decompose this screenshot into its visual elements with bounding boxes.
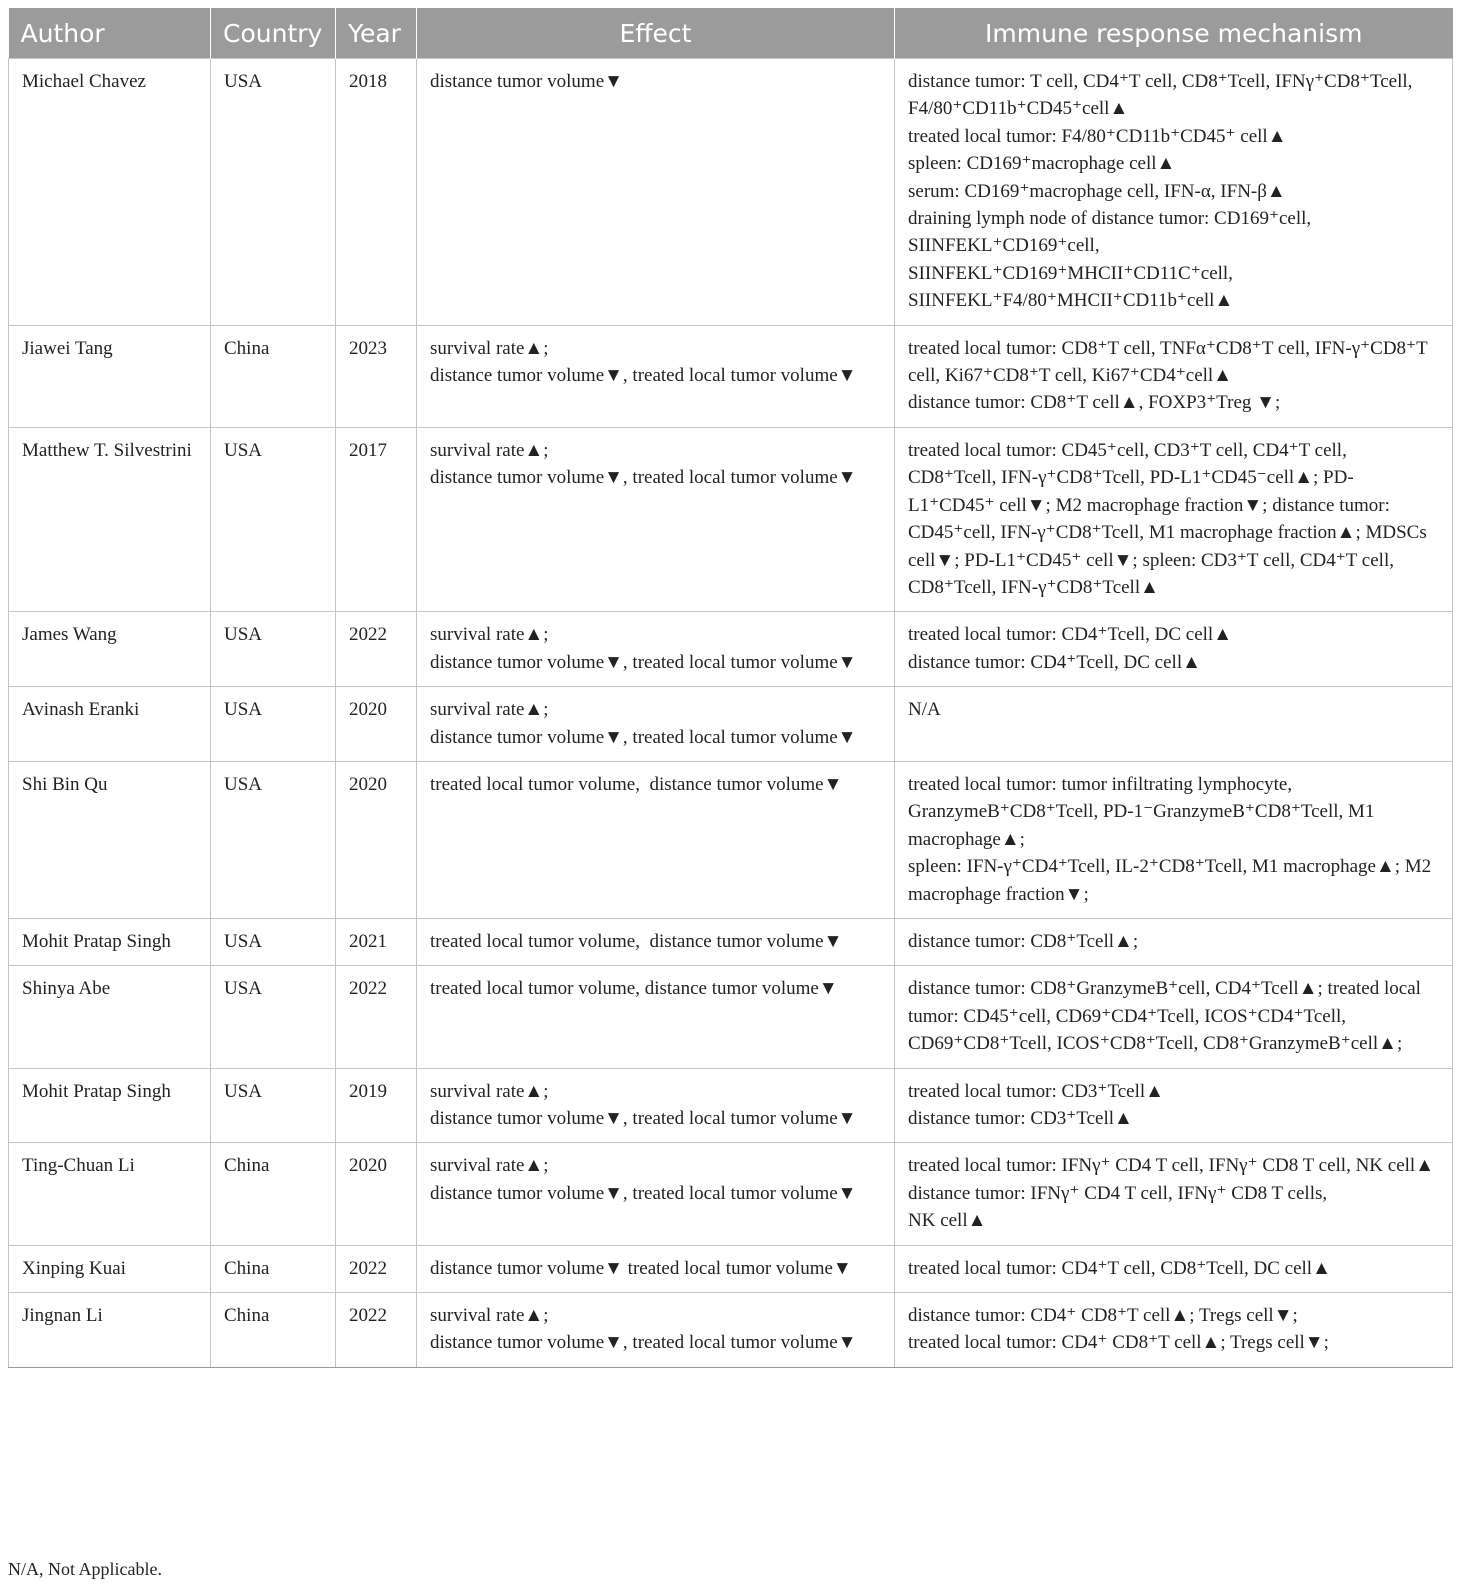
country-cell: China [211, 1293, 336, 1368]
table-row [9, 918, 1453, 965]
table-body [9, 59, 1453, 1368]
year-cell: 2020 [336, 761, 417, 918]
country-cell: USA [211, 59, 336, 326]
table-header [9, 8, 1453, 59]
mechanism-cell: distance tumor: CD8⁺Tcell▲; [895, 918, 1453, 965]
year-cell: 2020 [336, 687, 417, 762]
table-row [9, 1143, 1453, 1245]
mechanism-cell: treated local tumor: CD4⁺T cell, CD8⁺Tcell, DC cell▲ [895, 1245, 1453, 1292]
country-cell: USA [211, 427, 336, 611]
author-cell: Jiawei Tang [9, 325, 211, 427]
country-cell: USA [211, 1068, 336, 1143]
effect-cell: survival rate▲; distance tumor volume▼, treated local tumor volume▼ [417, 325, 895, 427]
header-author: Author [9, 8, 211, 59]
author-cell: Avinash Eranki [9, 687, 211, 762]
year-cell: 2021 [336, 918, 417, 965]
table-row [9, 687, 1453, 762]
year-cell: 2022 [336, 1293, 417, 1368]
effect-cell: treated local tumor volume, distance tumor volume▼ [417, 918, 895, 965]
mechanism-cell: N/A [895, 687, 1453, 762]
year-cell: 2022 [336, 966, 417, 1068]
country-cell: USA [211, 966, 336, 1068]
mechanism-cell: distance tumor: T cell, CD4⁺T cell, CD8⁺Tcell, IFNγ⁺CD8⁺Tcell, F4/80⁺CD11b⁺CD45⁺cell▲ treated local tumor: F4/80⁺CD11b⁺CD45⁺ cell▲ spleen: CD169⁺macrophage cell▲ serum: CD169⁺macrophage cell, IFN-α, IFN-β▲ draining lymph node of distance tumor: CD169⁺cell, SIINFEKL⁺CD169⁺cell, SIINFEKL⁺CD169⁺MHCII⁺CD11C⁺cell, SIINFEKL⁺F4/80⁺MHCII⁺CD11b⁺cell▲ [895, 59, 1453, 326]
author-cell: Michael Chavez [9, 59, 211, 326]
effect-cell: survival rate▲; distance tumor volume▼, treated local tumor volume▼ [417, 427, 895, 611]
header-row [9, 8, 1453, 59]
country-cell: USA [211, 687, 336, 762]
country-cell: USA [211, 761, 336, 918]
header-effect: Effect [417, 8, 895, 59]
table-row [9, 966, 1453, 1068]
effect-cell: distance tumor volume▼ [417, 59, 895, 326]
mechanism-cell: distance tumor: CD8⁺GranzymeB⁺cell, CD4⁺Tcell▲; treated local tumor: CD45⁺cell, CD69⁺CD4⁺Tcell, ICOS⁺CD4⁺Tcell, CD69⁺CD8⁺Tcell, ICOS⁺CD8⁺Tcell, CD8⁺GranzymeB⁺cell▲; [895, 966, 1453, 1068]
year-cell: 2017 [336, 427, 417, 611]
effect-cell: survival rate▲; distance tumor volume▼, treated local tumor volume▼ [417, 1068, 895, 1143]
country-cell: China [211, 1143, 336, 1245]
author-cell: Matthew T. Silvestrini [9, 427, 211, 611]
author-cell: Jingnan Li [9, 1293, 211, 1368]
author-cell: Ting-Chuan Li [9, 1143, 211, 1245]
header-year: Year [336, 8, 417, 59]
author-cell: Mohit Pratap Singh [9, 918, 211, 965]
table-row [9, 1245, 1453, 1292]
table-row [9, 1293, 1453, 1368]
mechanism-cell: treated local tumor: CD3⁺Tcell▲ distance tumor: CD3⁺Tcell▲ [895, 1068, 1453, 1143]
year-cell: 2022 [336, 612, 417, 687]
year-cell: 2018 [336, 59, 417, 326]
author-cell: James Wang [9, 612, 211, 687]
country-cell: China [211, 1245, 336, 1292]
country-cell: USA [211, 612, 336, 687]
author-cell: Xinping Kuai [9, 1245, 211, 1292]
effect-cell: treated local tumor volume, distance tumor volume▼ [417, 966, 895, 1068]
country-cell: USA [211, 918, 336, 965]
year-cell: 2020 [336, 1143, 417, 1245]
table-row [9, 761, 1453, 918]
mechanism-cell: treated local tumor: CD45⁺cell, CD3⁺T cell, CD4⁺T cell, CD8⁺Tcell, IFN-γ⁺CD8⁺Tcell, PD-L1⁺CD45⁻cell▲; PD-L1⁺CD45⁺ cell▼; M2 macrophage fraction▼; distance tumor: CD45⁺cell, IFN-γ⁺CD8⁺Tcell, M1 macrophage fraction▲; MDSCs cell▼; PD-L1⁺CD45⁺ cell▼; spleen: CD3⁺T cell, CD4⁺T cell, CD8⁺Tcell, IFN-γ⁺CD8⁺Tcell▲ [895, 427, 1453, 611]
mechanism-cell: treated local tumor: IFNγ⁺ CD4 T cell, IFNγ⁺ CD8 T cell, NK cell▲ distance tumor: IFNγ⁺ CD4 T cell, IFNγ⁺ CD8 T cells, NK cell▲ [895, 1143, 1453, 1245]
country-cell: China [211, 325, 336, 427]
table-row [9, 612, 1453, 687]
year-cell: 2023 [336, 325, 417, 427]
table-row [9, 325, 1453, 427]
effect-cell: treated local tumor volume, distance tumor volume▼ [417, 761, 895, 918]
author-cell: Shinya Abe [9, 966, 211, 1068]
table-footnote: N/A, Not Applicable. [8, 1559, 162, 1579]
year-cell: 2019 [336, 1068, 417, 1143]
effect-cell: distance tumor volume▼ treated local tumor volume▼ [417, 1245, 895, 1292]
year-cell: 2022 [336, 1245, 417, 1292]
author-cell: Mohit Pratap Singh [9, 1068, 211, 1143]
table-row [9, 1068, 1453, 1143]
effect-cell: survival rate▲; distance tumor volume▼, treated local tumor volume▼ [417, 612, 895, 687]
effect-cell: survival rate▲; distance tumor volume▼, treated local tumor volume▼ [417, 1143, 895, 1245]
mechanism-cell: treated local tumor: CD4⁺Tcell, DC cell▲ distance tumor: CD4⁺Tcell, DC cell▲ [895, 612, 1453, 687]
header-mechanism: Immune response mechanism [895, 8, 1453, 59]
mechanism-cell: treated local tumor: tumor infiltrating lymphocyte, GranzymeB⁺CD8⁺Tcell, PD-1⁻GranzymeB⁺CD8⁺Tcell, M1 macrophage▲; spleen: IFN-γ⁺CD4⁺Tcell, IL-2⁺CD8⁺Tcell, M1 macrophage▲; M2 macrophage fraction▼; [895, 761, 1453, 918]
header-country: Country [211, 8, 336, 59]
effect-cell: survival rate▲; distance tumor volume▼, treated local tumor volume▼ [417, 1293, 895, 1368]
author-cell: Shi Bin Qu [9, 761, 211, 918]
table-row [9, 59, 1453, 326]
mechanism-cell: treated local tumor: CD8⁺T cell, TNFα⁺CD8⁺T cell, IFN-γ⁺CD8⁺T cell, Ki67⁺CD8⁺T cell, Ki67⁺CD4⁺cell▲ distance tumor: CD8⁺T cell▲, FOXP3⁺Treg ▼; [895, 325, 1453, 427]
table-row [9, 427, 1453, 611]
mechanism-cell: distance tumor: CD4⁺ CD8⁺T cell▲; Tregs cell▼; treated local tumor: CD4⁺ CD8⁺T cell▲; Tregs cell▼; [895, 1293, 1453, 1368]
effect-cell: survival rate▲; distance tumor volume▼, treated local tumor volume▼ [417, 687, 895, 762]
data-table [8, 8, 1453, 1368]
